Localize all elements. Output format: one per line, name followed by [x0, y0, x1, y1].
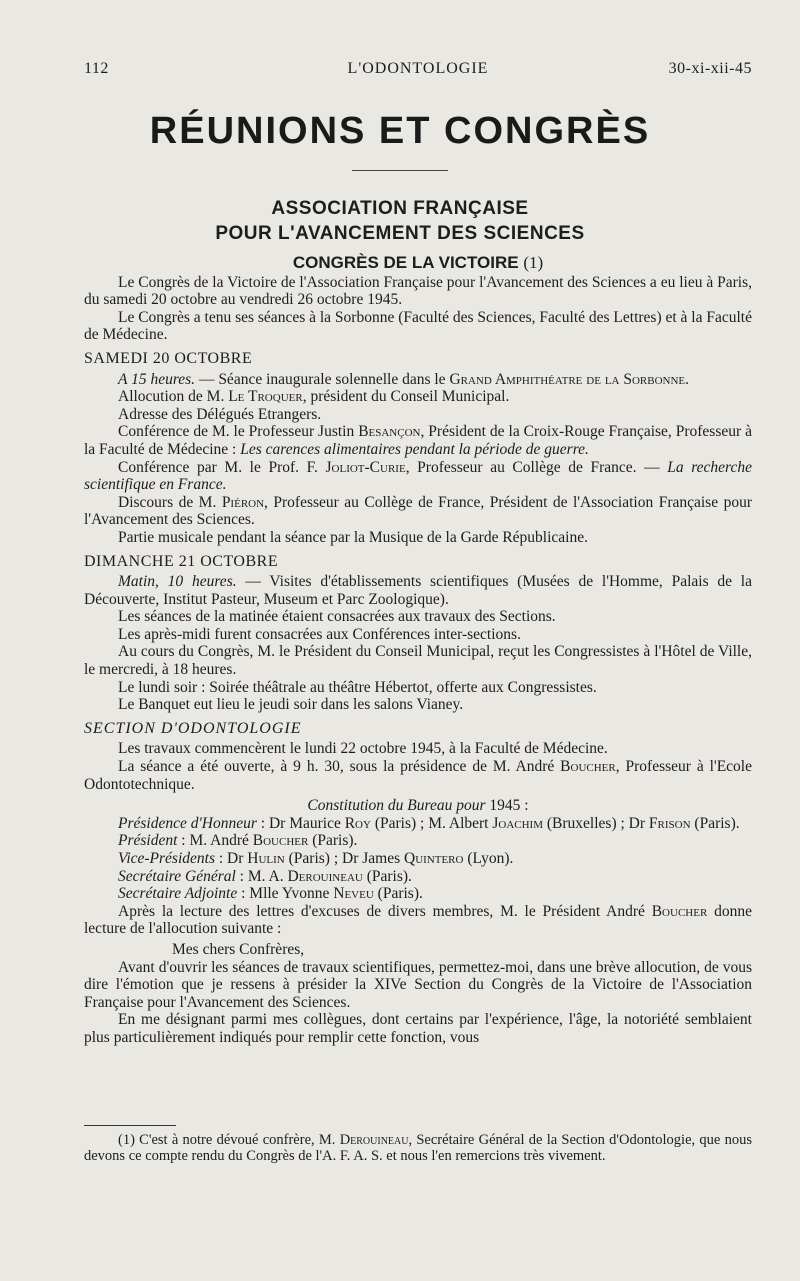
person-name: Frison: [648, 814, 691, 832]
text: , Secrétaire Général de la Section d'Odontologie, que nous devons ce compte rendu du Congrès de l'A. F. A. S. et nous l'en remercions très vivement.: [84, 1132, 753, 1165]
role-label: Président: [118, 832, 178, 850]
paragraph-ouverture: [84, 758, 752, 793]
paragraph-lecture: [84, 903, 752, 938]
article-body: [84, 254, 752, 1047]
person-name: Quintero: [404, 850, 464, 867]
text: : M. André: [177, 832, 253, 850]
paragraph-adresse: Adresse des Délégués Etrangers.: [118, 405, 322, 423]
text: , Professeur au Collège de France. —: [405, 458, 668, 476]
footnote-divider: [84, 1125, 176, 1126]
association-line-1: ASSOCIATION FRANÇAISE: [271, 198, 529, 219]
text: (Paris) ; Dr James: [284, 850, 404, 867]
paragraph-conference-1: [84, 423, 752, 458]
text: , Professeur à l'Ecole Odontotechnique.: [84, 758, 752, 793]
bureau-presidence-honneur: [84, 815, 752, 833]
heading-dimanche: DIMANCHE 21 OCTOBRE: [84, 552, 279, 570]
bureau-vice-presidents: [84, 850, 752, 868]
paragraph-avant: Avant d'ouvrir les séances de travaux scientifiques, permettez-moi, dans une brève allocution, de vous dire l'émotion que je ressens à présider la XIVe Section du Congrès de la Victoire de l'Association Française pour l'Avancement des Sciences.: [84, 958, 752, 1011]
time-label: A 15 heures.: [118, 370, 196, 388]
issue-date: 30-xi-xii-45: [668, 60, 752, 77]
text: — Visites d'établissements scientifiques (Musées de l'Homme, Palais de la Découverte, Institut Pasteur, Museum et Parc Zoologique).: [84, 573, 752, 608]
text: (Paris).: [690, 814, 740, 832]
text: Discours de M.: [118, 493, 222, 511]
constitution-label: Constitution du Bureau pour: [307, 797, 486, 815]
constitution-year: 1945 :: [485, 797, 529, 815]
paragraph-discours: [84, 494, 752, 529]
paragraph-intro: Le Congrès de la Victoire de l'Association Française pour l'Avancement des Sciences a eu lieu à Paris, du samedi 20 octobre au vendredi 26 octobre 1945.: [84, 273, 752, 309]
person-name: Roy: [344, 814, 371, 832]
footnote-text: [84, 1132, 752, 1165]
footnote: [84, 1132, 752, 1165]
text: : Dr Maurice: [256, 814, 345, 832]
association-line-2: POUR L'AVANCEMENT DES SCIENCES: [215, 223, 585, 244]
page-number: 112: [84, 60, 109, 77]
text: (Lyon).: [463, 850, 514, 867]
person-name: Boucher: [560, 758, 616, 776]
person-name: Piéron: [221, 493, 265, 511]
text: (Paris).: [362, 867, 412, 885]
bureau-secretaire-general: [84, 868, 752, 886]
place-name: Grand Amphithéatre de la Sorbonne.: [449, 370, 690, 388]
bureau-president: [84, 832, 752, 850]
text: Après la lecture des lettres d'excuses de divers membres, M. le Président André: [118, 902, 652, 920]
text: (1) C'est à notre dévoué confrère, M.: [118, 1132, 340, 1148]
text: donne lecture de l'allocution suivante :: [84, 902, 752, 938]
person-name: Derouineau: [339, 1132, 409, 1148]
title-divider: [352, 170, 448, 171]
text: (Paris).: [308, 832, 358, 850]
text: , président du Conseil Municipal.: [302, 388, 510, 406]
paragraph-matinee: Les séances de la matinée étaient consacrées aux travaux des Sections.: [118, 608, 556, 626]
text: La séance a été ouverte, à 9 h. 30, sous la présidence de M. André: [118, 758, 561, 776]
text: Conférence de M. le Professeur Justin: [118, 423, 359, 441]
person-name: Joliot-Curie: [325, 458, 406, 476]
footnote-ref: (1): [523, 253, 544, 272]
text: (Paris) ; M. Albert: [370, 814, 493, 832]
person-name: Besançon: [358, 423, 421, 441]
text: Allocution de M.: [118, 388, 229, 406]
text: , Président de la Croix-Rouge Française, Professeur à la Faculté de Médecine :: [84, 423, 752, 458]
paragraph-apres-midi: Les après-midi furent consacrées aux Conférences inter-sections.: [118, 625, 521, 643]
congres-title: CONGRÈS DE LA VICTOIRE: [292, 253, 519, 272]
bureau-secretaire-adjointe: [84, 885, 752, 903]
role-label: Présidence d'Honneur: [118, 814, 257, 832]
text: — Séance inaugurale solennelle dans le: [195, 370, 450, 388]
text: : Dr: [214, 850, 248, 867]
heading-samedi: SAMEDI 20 OCTOBRE: [84, 349, 253, 367]
paragraph-inaugurale: [84, 371, 752, 389]
paragraph-designant: En me désignant parmi mes collègues, dont certains par l'expérience, l'âge, la notoriété semblaient plus particulièrement indiqués pour remplir cette fonction, vous: [84, 1011, 752, 1046]
constitution-heading: [84, 797, 752, 815]
person-name: Boucher: [651, 902, 708, 920]
person-name: Neveu: [333, 885, 374, 903]
paragraph-conference-2: [84, 459, 752, 494]
text: Conférence par M. le Prof. F.: [118, 458, 326, 476]
paragraph-soiree: Le lundi soir : Soirée théâtrale au théâtre Hébertot, offerte aux Congressistes.: [118, 678, 597, 696]
running-header: [84, 60, 752, 82]
role-label: Vice-Présidents: [118, 850, 215, 867]
lecture-title: Les carences alimentaires pendant la période de guerre.: [240, 440, 589, 458]
paragraph-sorbonne: Le Congrès a tenu ses séances à la Sorbonne (Faculté des Sciences, Faculté des Lettres) et à la Faculté de Médecine.: [84, 308, 752, 344]
page-title: RÉUNIONS ET CONGRÈS: [149, 110, 651, 152]
paragraph-musique: Partie musicale pendant la séance par la Musique de la Garde Républicaine.: [118, 528, 588, 546]
paragraph-banquet: Le Banquet eut lieu le jeudi soir dans les salons Vianey.: [118, 696, 464, 714]
heading-section-odontologie: SECTION D'ODONTOLOGIE: [84, 719, 302, 737]
person-name: Le Troquer: [228, 388, 303, 406]
journal-name: L'ODONTOLOGIE: [347, 60, 489, 77]
text: : M. A.: [235, 867, 288, 885]
paragraph-reception: Au cours du Congrès, M. le Président du Conseil Municipal, reçut les Congressistes à l'Hôtel de Ville, le mercredi, à 18 heures.: [84, 643, 752, 679]
paragraph-allocution: [84, 388, 752, 406]
text: (Paris).: [373, 885, 423, 903]
text: , Professeur au Collège de France, Président de l'Association Française pour l'Avancement des Sciences.: [84, 493, 752, 529]
time-label: Matin, 10 heures.: [118, 573, 237, 591]
paragraph-travaux: Les travaux commencèrent le lundi 22 octobre 1945, à la Faculté de Médecine.: [118, 740, 608, 758]
person-name: Derouineau: [287, 867, 363, 885]
role-label: Secrétaire Adjointe: [118, 885, 238, 903]
paragraph-visites: [84, 573, 752, 608]
person-name: Boucher: [252, 832, 309, 850]
congres-heading: [84, 254, 752, 272]
person-name: Hulin: [247, 850, 285, 867]
text: : Mlle Yvonne: [237, 885, 334, 903]
person-name: Joachim: [492, 814, 544, 832]
text: (Bruxelles) ; Dr: [543, 814, 649, 832]
salutation: Mes chers Confrères,: [172, 940, 305, 958]
role-label: Secrétaire Général: [118, 867, 236, 885]
lecture-title: La recherche scientifique en France.: [84, 458, 753, 494]
